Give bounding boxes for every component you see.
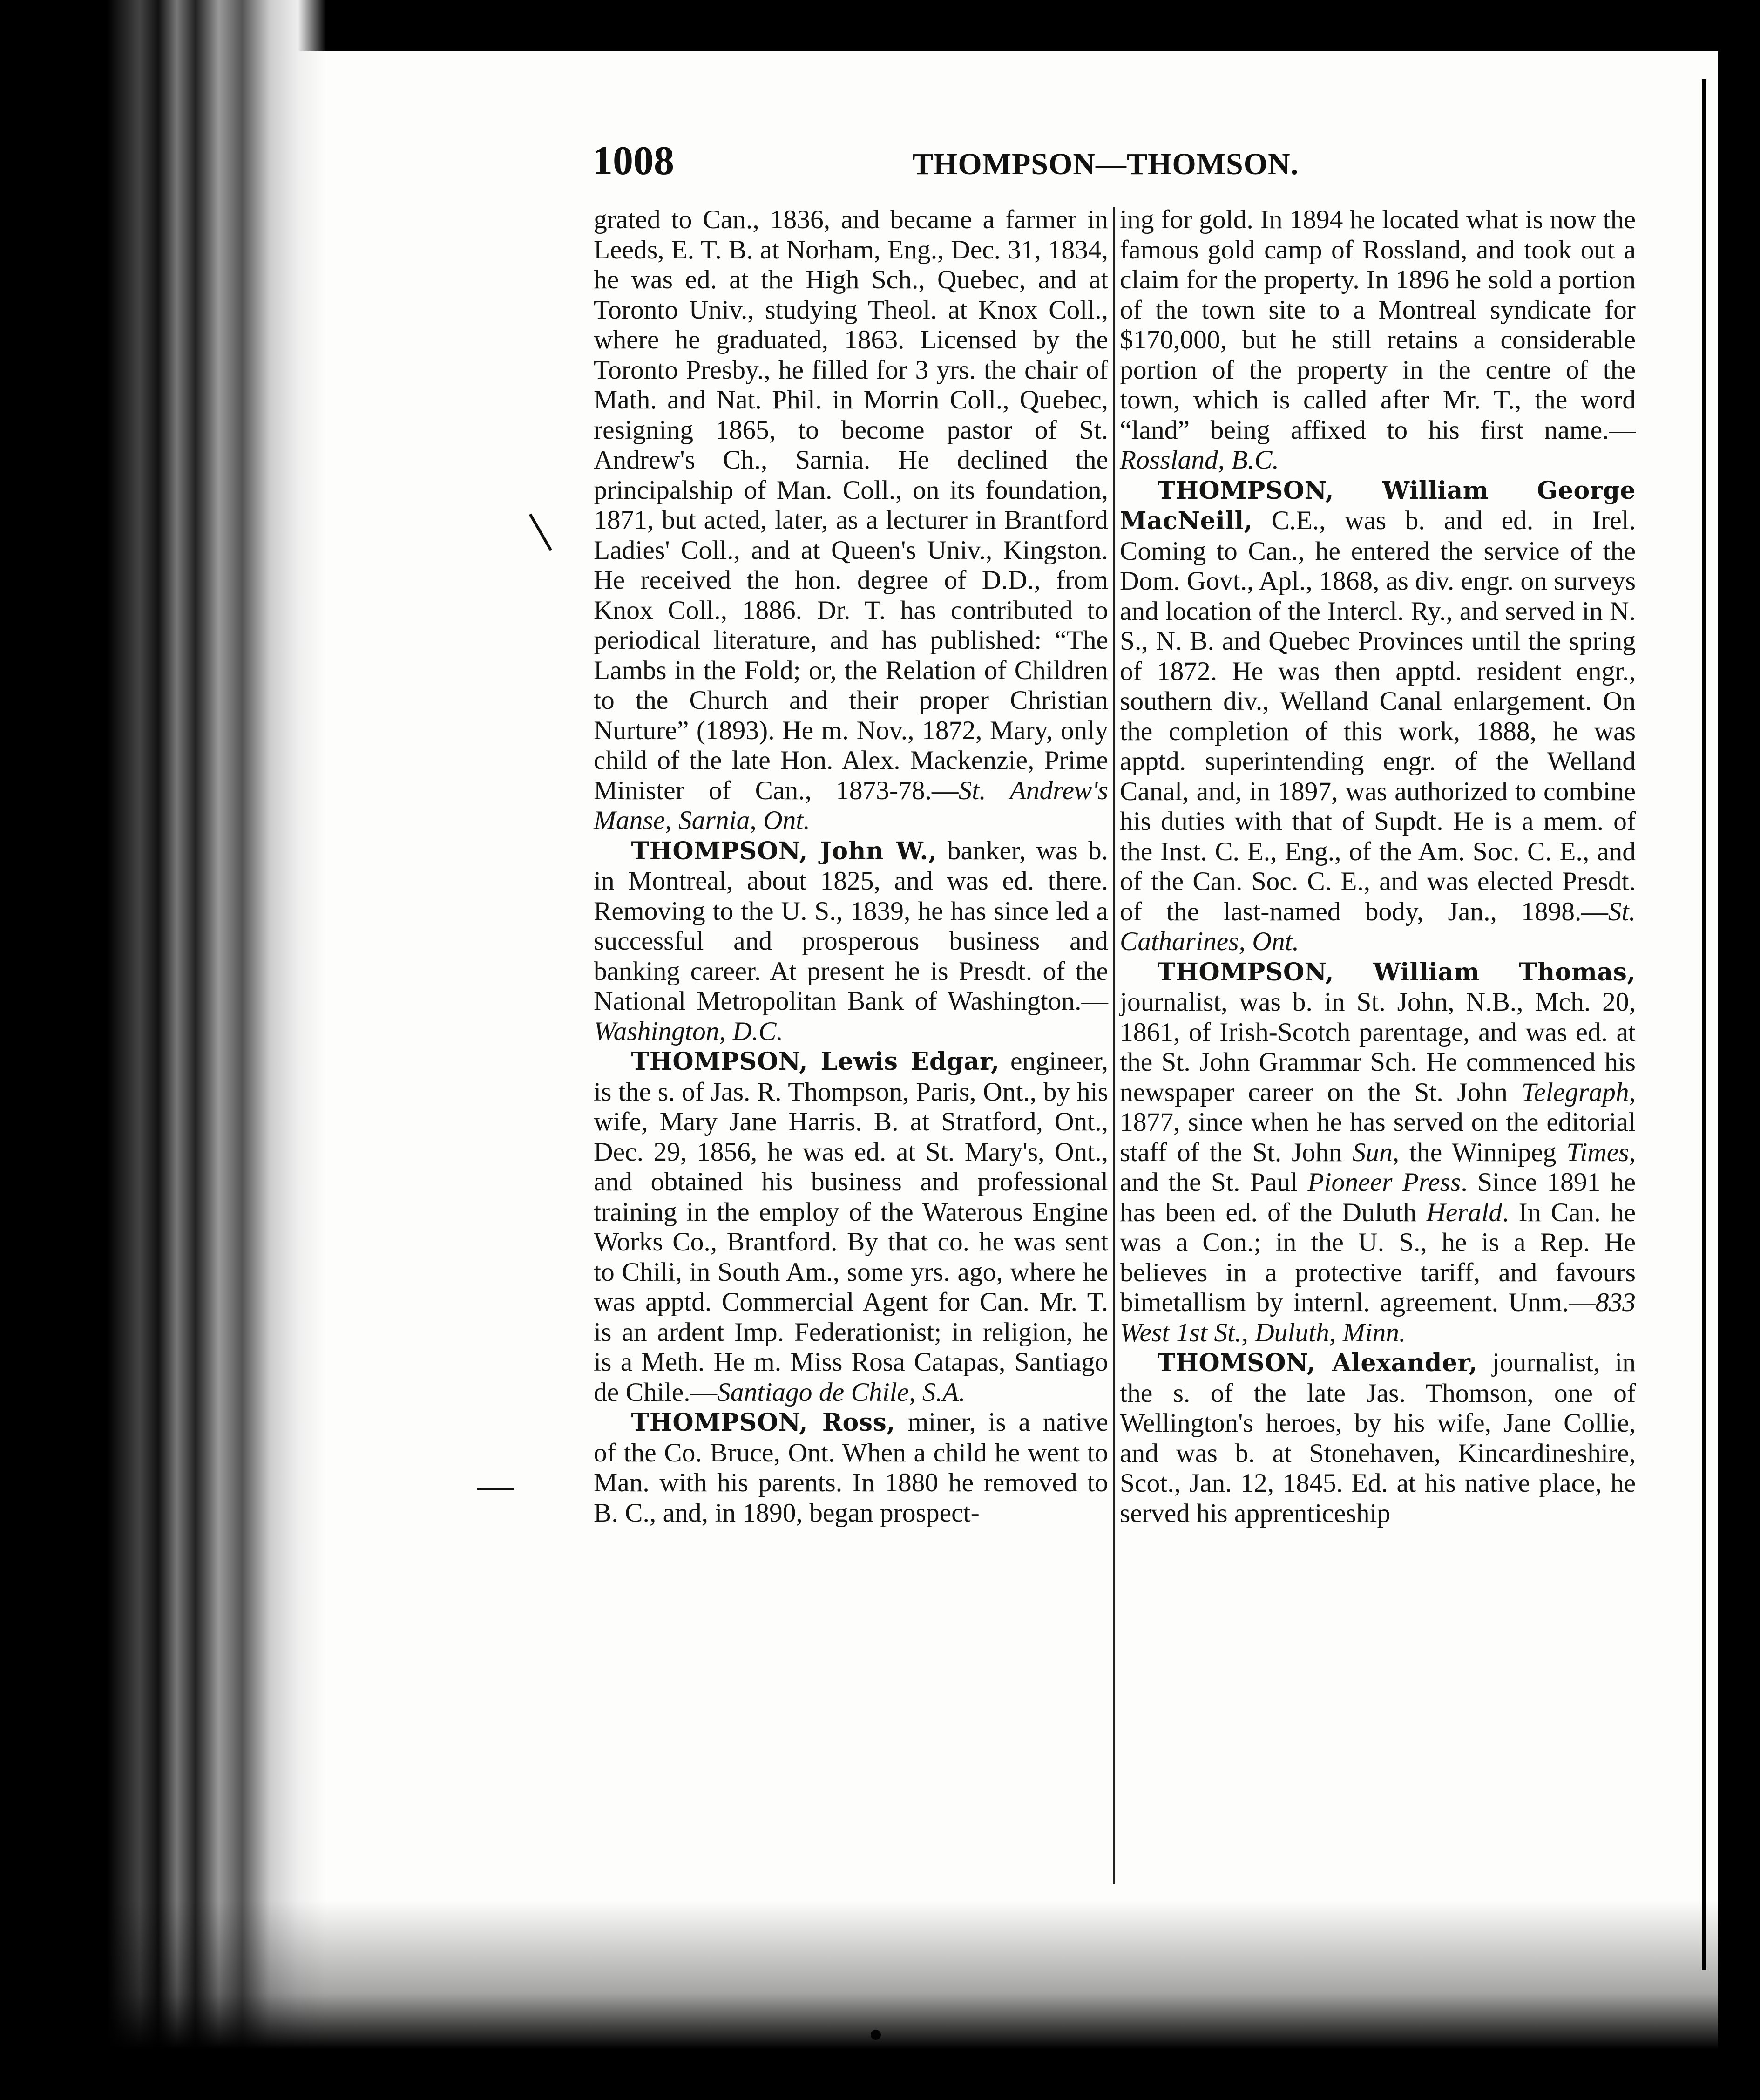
entry-address: Santiago de Chile, S.A. xyxy=(717,1377,966,1407)
column-divider xyxy=(1113,207,1115,1884)
entry-name: THOMSON, Alexander, xyxy=(1157,1349,1478,1377)
entry-thompson-ross xyxy=(594,1407,1108,1528)
entry-text: , 1877, since when he has served on the editorial staff of the St. John xyxy=(1120,1077,1636,1167)
bottom-shadow xyxy=(0,1900,1760,2100)
stray-mark xyxy=(477,1488,514,1490)
entry-continued xyxy=(594,205,1108,836)
entry-address: Rossland, B.C. xyxy=(1120,445,1279,475)
page-header xyxy=(591,137,1755,193)
entry-text: banker, was b. in Montreal, about 1825, and was ed. there. Removing to the U. S., 1839, he has since led a successful and prosperous business and banking career. At present he is Presdt. of the National Metropolitan Bank of Washington.— xyxy=(594,836,1108,1016)
entry-thomson-alexander xyxy=(1120,1348,1636,1529)
entry-text: journalist, in the s. of the late Jas. Thomson, one of Wellington's heroes, by his wife, Jane Collie, and was b. at Stonehaven, Kincardineshire, Scot., Jan. 12, 1845. Ed. at his native place, he served his apprenticeship xyxy=(1120,1348,1636,1528)
entry-address: 833 West 1st St., Duluth, Minn. xyxy=(1120,1288,1636,1347)
entry-thompson-william-george-macneill xyxy=(1120,476,1636,957)
entry-text: , the Winnipeg xyxy=(1392,1137,1567,1167)
entry-thompson-john-w xyxy=(594,836,1108,1047)
newspaper-title: Sun xyxy=(1352,1137,1393,1167)
entry-address: St. Catharines, Ont. xyxy=(1120,897,1636,956)
newspaper-title: Telegraph xyxy=(1521,1077,1629,1107)
newspaper-title: Pioneer Press xyxy=(1307,1168,1461,1197)
page-number: 1008 xyxy=(592,138,674,183)
entry-text: C.E., was b. and ed. in Irel. Coming to Can., he entered the service of the Dom. Govt., Apl., 1868, as div. engr. on surveys and location of the Intercl. Ry., and served in N. S., N. B. and Quebec Provinces until the spring of 1872. He was then apptd. resident engr., southern div., Welland Canal enlargement. On the completion of this work, 1888, he was apptd. superintending engr. of the Welland Canal, and, in 1897, was authorized to combine his duties with that of Supdt. He is a mem. of the Inst. C. E., Eng., of the Am. Soc. C. E., and of the Can. Soc. C. E., and was elected Presdt. of the last-named body, Jan., 1898.— xyxy=(1120,506,1636,926)
entry-name: THOMPSON, Ross, xyxy=(631,1408,895,1437)
newspaper-title: Herald xyxy=(1426,1197,1503,1227)
entry-text: engineer, is the s. of Jas. R. Thompson, Paris, Ont., by his wife, Mary Jane Harris. B. at Stratford, Ont., Dec. 29, 1856, he was ed. at St. Mary's, Ont., and obtained his business and professional training in the employ of the Waterous Engine Works Co., Brantford. By that co. he was sent to Chili, in South Am., some yrs. ago, where he was apptd. Commercial Agent for Can. Mr. T. is an ardent Imp. Federationist; in religion, he is a Meth. He m. Miss Rosa Catapas, Santiago de Chile.— xyxy=(594,1047,1108,1407)
entry-text: . In Can. he was a Con.; in the U. S., he is a Rep. He believes in a protective tariff, and favours bimetallism by internl. agreement. Unm.— xyxy=(1120,1197,1636,1317)
entry-name: THOMPSON, William George MacNeill, xyxy=(1120,476,1636,535)
entry-thompson-lewis-edgar xyxy=(594,1047,1108,1407)
running-title: THOMPSON—THOMSON. xyxy=(913,147,1299,181)
entry-text: miner, is a native of the Co. Bruce, Ont. When a child he went to Man. with his parents. In 1880 he removed to B. C., and, in 1890, began prospect- xyxy=(594,1407,1108,1528)
binding-gutter-shadow xyxy=(0,0,326,2100)
entry-thompson-william-thomas xyxy=(1120,957,1636,1348)
entry-address: St. Andrew's Manse, Sarnia, Ont. xyxy=(594,775,1108,835)
right-column xyxy=(1120,205,1636,1529)
entry-name: THOMPSON, John W., xyxy=(631,836,937,865)
entry-address: Washington, D.C. xyxy=(594,1016,783,1046)
entry-text: ing for gold. In 1894 he located what is now the famous gold camp of Rossland, and took out a claim for the property. In 1896 he sold a portion of the town site to a Montreal syndicate for $170,000, but he still retains a considerable portion of the property in the centre of the town, which is called after Mr. T., the word “land” being affixed to his first name.— xyxy=(1120,205,1636,445)
entry-text: . Since 1891 he has been ed. of the Duluth xyxy=(1120,1168,1636,1227)
entry-text: , and the St. Paul xyxy=(1120,1137,1636,1197)
left-column xyxy=(594,205,1108,1528)
entry-name: THOMPSON, Lewis Edgar, xyxy=(631,1047,1000,1076)
page-edge-line xyxy=(1702,79,1706,1970)
entry-continued xyxy=(1120,205,1636,476)
entry-name: THOMPSON, William Thomas, xyxy=(1157,958,1636,986)
newspaper-title: Times xyxy=(1566,1137,1629,1167)
entry-text: grated to Can., 1836, and became a farmer in Leeds, E. T. B. at Norham, Eng., Dec. 31, 1834, he was ed. at the High Sch., Quebec, and at Toronto Univ., studying Theol. at Knox Coll., where he graduated, 1863. Licensed by the Toronto Presby., he filled for 3 yrs. the chair of Math. and Nat. Phil. in Morrin Coll., Quebec, resigning 1865, to become pastor of St. Andrew's Ch., Sarnia. He declined the principalship of Man. Coll., on its foundation, 1871, but acted, later, as a lecturer in Brantford Ladies' Coll., and at Queen's Univ., Kingston. He received the hon. degree of D.D., from Knox Coll., 1886. Dr. T. has contributed to periodical literature, and has published: “The Lambs in the Fold; or, the Relation of Children to the Church and their proper Christian Nurture” (1893). He m. Nov., 1872, Mary, only child of the late Hon. Alex. Mackenzie, Prime Minister of Can., 1873-78.— xyxy=(594,205,1108,805)
entry-text: journalist, was b. in St. John, N.B., Mch. 20, 1861, of Irish-Scotch parentage, and was ed. at the St. John Grammar Sch. He commenced his newspaper career on the St. John xyxy=(1120,987,1636,1107)
